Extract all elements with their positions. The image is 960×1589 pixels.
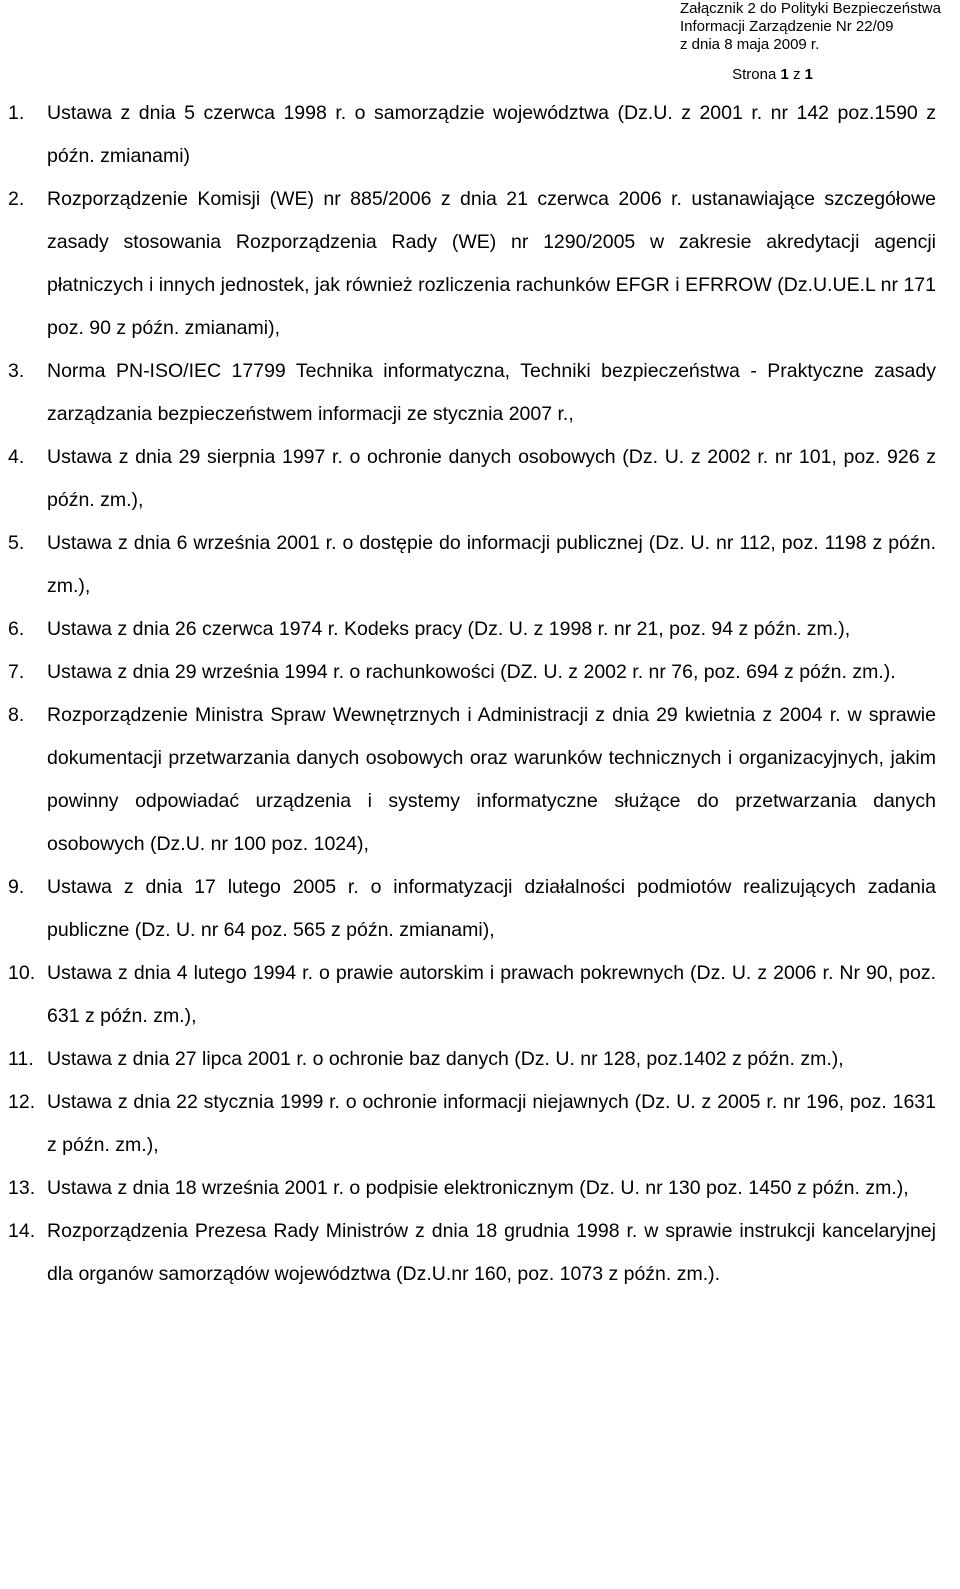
list-item-text: Ustawa z dnia 17 lutego 2005 r. o informatyzacji działalności podmiotów realizujących zadania publiczne (Dz. U. nr 64 poz. 565 z późn. zmianami), <box>47 876 936 941</box>
list-item <box>0 92 960 178</box>
page-number-total: 1 <box>804 66 813 83</box>
list-item <box>0 1167 960 1210</box>
header-line-1: Załącznik 2 do Polityki Bezpieczeństwa <box>680 0 941 17</box>
list-item-number: 8. <box>8 704 25 726</box>
header-line-2: Informacji Zarządzenie Nr 22/09 <box>680 18 894 35</box>
list-item-number: 1. <box>8 102 25 124</box>
list-item-number: 7. <box>8 661 25 683</box>
legal-acts-list <box>0 92 960 1296</box>
list-item-number: 10. <box>8 962 36 984</box>
list-item <box>0 608 960 651</box>
list-item-number: 13. <box>8 1177 36 1199</box>
list-item <box>0 1038 960 1081</box>
list-item <box>0 651 960 694</box>
page-header <box>680 0 940 54</box>
list-item <box>0 522 960 608</box>
list-item-number: 4. <box>8 446 25 468</box>
list-item-text: Ustawa z dnia 22 stycznia 1999 r. o ochronie informacji niejawnych (Dz. U. z 2005 r. nr 196, poz. 1631 z późn. zm.), <box>47 1091 936 1156</box>
list-item <box>0 694 960 866</box>
list-item-text: Ustawa z dnia 29 września 1994 r. o rachunkowości (DZ. U. z 2002 r. nr 76, poz. 694 z późn. zm.). <box>47 661 896 683</box>
list-item <box>0 866 960 952</box>
list-item-text: Ustawa z dnia 18 września 2001 r. o podpisie elektronicznym (Dz. U. nr 130 poz. 1450 z późn. zm.), <box>47 1177 909 1199</box>
list-item-number: 5. <box>8 532 25 554</box>
page-number-prefix: Strona <box>732 66 781 83</box>
list-item <box>0 952 960 1038</box>
list-item-number: 9. <box>8 876 25 898</box>
list-item-text: Ustawa z dnia 29 sierpnia 1997 r. o ochronie danych osobowych (Dz. U. z 2002 r. nr 101, poz. 926 z późn. zm.), <box>47 446 936 511</box>
page-number <box>732 66 813 84</box>
list-item-text: Rozporządzenia Prezesa Rady Ministrów z dnia 18 grudnia 1998 r. w sprawie instrukcji kancelaryjnej dla organów samorządów województwa (Dz.U.nr 160, poz. 1073 z późn. zm.). <box>47 1220 936 1285</box>
list-item <box>0 1210 960 1296</box>
list-item-number: 14. <box>8 1220 36 1242</box>
list-item-text: Ustawa z dnia 27 lipca 2001 r. o ochronie baz danych (Dz. U. nr 128, poz.1402 z późn. zm.), <box>47 1048 844 1070</box>
list-item-number: 2. <box>8 188 25 210</box>
list-item-number: 3. <box>8 360 25 382</box>
header-line-3: z dnia 8 maja 2009 r. <box>680 36 820 53</box>
list-item <box>0 178 960 350</box>
list-item-text: Rozporządzenie Ministra Spraw Wewnętrznych i Administracji z dnia 29 kwietnia z 2004 r. w sprawie dokumentacji przetwarzania danych osobowych oraz warunków technicznych i organizacyjnych, jakim powinny odpowiadać urządzenia i systemy informatyczne służące do przetwarzania danych osobowych (Dz.U. nr 100 poz. 1024), <box>47 704 936 855</box>
list-item-text: Ustawa z dnia 5 czerwca 1998 r. o samorządzie województwa (Dz.U. z 2001 r. nr 142 poz.1590 z późn. zmianami) <box>47 102 936 167</box>
list-item <box>0 436 960 522</box>
list-item-number: 12. <box>8 1091 36 1113</box>
list-item-text: Ustawa z dnia 4 lutego 1994 r. o prawie autorskim i prawach pokrewnych (Dz. U. z 2006 r. Nr 90, poz. 631 z późn. zm.), <box>47 962 936 1027</box>
page-number-current: 1 <box>780 66 789 83</box>
list-item-text: Rozporządzenie Komisji (WE) nr 885/2006 z dnia 21 czerwca 2006 r. ustanawiające szczegółowe zasady stosowania Rozporządzenia Rady (WE) nr 1290/2005 w zakresie akredytacji agencji płatniczych i innych jednostek, jak również rozliczenia rachunków EFGR i EFRROW (Dz.U.UE.L nr 171 poz. 90 z późn. zmianami), <box>47 188 936 339</box>
list-item-number: 11. <box>8 1048 34 1070</box>
list-item-text: Ustawa z dnia 26 czerwca 1974 r. Kodeks pracy (Dz. U. z 1998 r. nr 21, poz. 94 z późn. zm.), <box>47 618 851 640</box>
list-item <box>0 350 960 436</box>
list-item-number: 6. <box>8 618 25 640</box>
list-item-text: Norma PN-ISO/IEC 17799 Technika informatyczna, Techniki bezpieczeństwa - Praktyczne zasady zarządzania bezpieczeństwem informacji ze stycznia 2007 r., <box>47 360 936 425</box>
list-item <box>0 1081 960 1167</box>
page-number-separator: z <box>788 66 805 83</box>
list-item-text: Ustawa z dnia 6 września 2001 r. o dostępie do informacji publicznej (Dz. U. nr 112, poz. 1198 z późn. zm.), <box>47 532 936 597</box>
